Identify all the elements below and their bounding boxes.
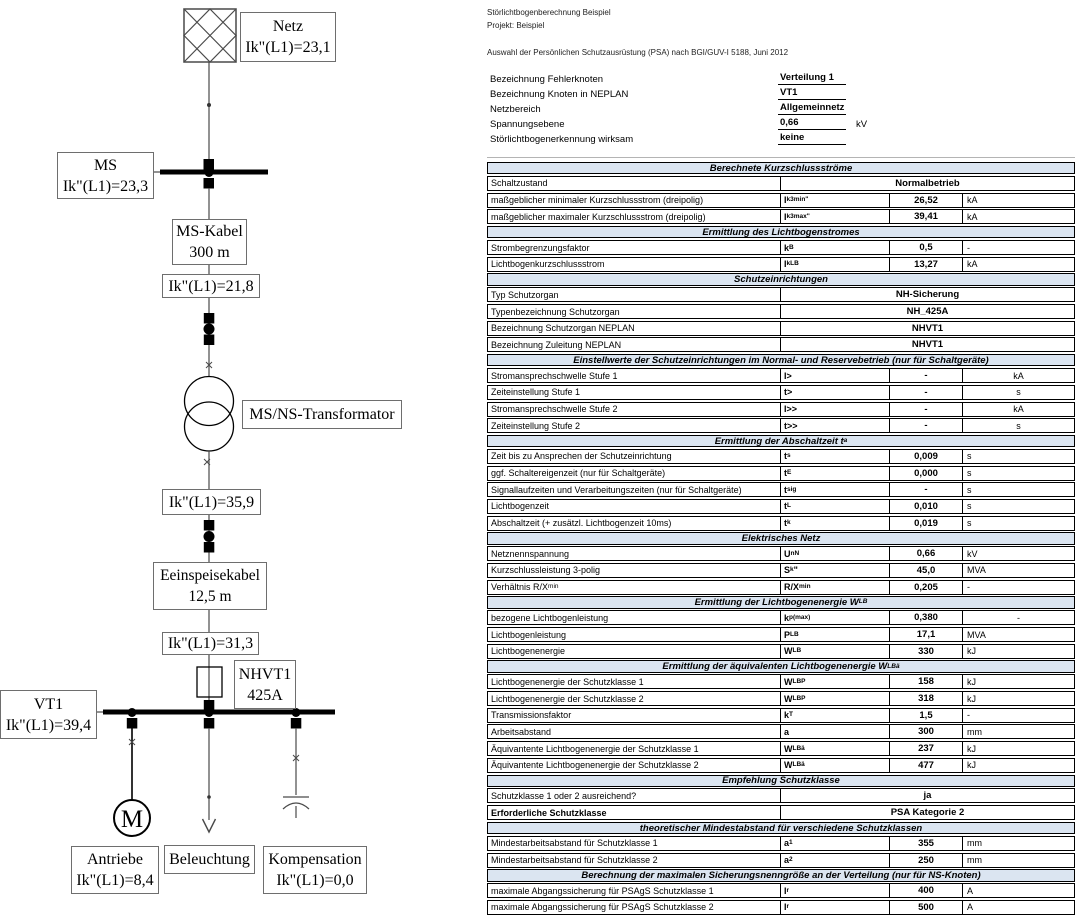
row-symbol: R/X min	[780, 581, 889, 594]
row-unit: kA	[962, 369, 1074, 382]
row-label: bezogene Lichtbogenleistung	[491, 612, 609, 623]
table-section-header: Ermittlung der Abschaltzeit t a	[487, 435, 1075, 447]
table-section-header: theoretischer Mindestabstand für verschiedene Schutzklassen	[487, 822, 1075, 834]
field-value: Verteilung 1	[778, 72, 846, 85]
kompensation-ik: Ik"(L1)=0,0	[276, 872, 354, 889]
row-value: -	[889, 369, 962, 382]
table-row	[487, 304, 1075, 319]
row-label: Bezeichnung Zuleitung NEPLAN	[491, 339, 622, 350]
row-unit: s	[962, 467, 1074, 480]
row-value: 158	[889, 675, 962, 688]
field-value: Allgemeinnetz	[780, 102, 845, 113]
table-row	[487, 788, 1075, 803]
row-value: 237	[889, 742, 962, 755]
table-row	[487, 209, 1075, 224]
row-label: Zeit bis zu Ansprechen der Schutzeinrichtung	[491, 451, 672, 462]
grid-feeder-icon	[184, 9, 236, 62]
row-symbol: a 1	[780, 837, 889, 850]
ms-kabel-name: MS-Kabel	[176, 223, 243, 240]
row-unit: kJ	[962, 692, 1074, 705]
row-label: maximale Abgangssicherung für PSAgS Schutzklasse 1	[491, 885, 714, 896]
row-unit: s	[962, 419, 1074, 432]
table-section-header: Ermittlung des Lichtbogenstromes	[487, 226, 1075, 238]
capacitor-icon	[283, 797, 309, 818]
row-label: Arbeitsabstand	[491, 726, 552, 737]
row-value: 0,5	[889, 241, 962, 254]
table-row	[487, 321, 1075, 336]
row-label: Äquivantente Lichtbogenenergie der Schutzklasse 2	[491, 760, 699, 771]
table-section-header: Schutzeinrichtungen	[487, 273, 1075, 285]
row-value: -	[889, 403, 962, 416]
row-label: Lichtbogenenergie	[491, 646, 566, 657]
row-label: Äquivantente Lichtbogenenergie der Schutzklasse 1	[491, 743, 699, 754]
table-row	[487, 627, 1075, 642]
table-section-header: Ermittlung der äquivalenten Lichtbogenenergie W LBä	[487, 660, 1075, 672]
motor-letter: M	[120, 806, 144, 833]
table-row	[487, 385, 1075, 400]
row-unit: s	[962, 483, 1074, 496]
breaker-icon	[204, 313, 215, 345]
row-unit: s	[962, 500, 1074, 513]
row-unit: -	[962, 241, 1074, 254]
row-label: Lichtbogenenergie der Schutzklasse 2	[491, 693, 644, 704]
field-value: keine	[778, 132, 846, 145]
ik-value: Ik"(L1)=31,3	[167, 635, 254, 652]
row-value: 0,009	[889, 450, 962, 463]
table-row	[487, 724, 1075, 739]
table-row	[487, 193, 1075, 208]
row-label: Strombegrenzungsfaktor	[491, 242, 590, 253]
row-unit: s	[962, 386, 1074, 399]
row-value: 0,380	[889, 611, 962, 624]
row-symbol: a 2	[780, 854, 889, 867]
ms-label-box	[57, 152, 154, 199]
report-note: Auswahl der Persönlichen Schutzausrüstung (PSA) nach BGI/GUV-I 5188, Juni 2012	[487, 48, 789, 57]
table-row	[487, 337, 1075, 352]
divider	[487, 157, 1075, 158]
row-unit: kV	[962, 547, 1074, 560]
vt1-label-box	[0, 690, 97, 739]
row-unit: MVA	[962, 628, 1074, 641]
table-row	[487, 516, 1075, 531]
row-value: 355	[889, 837, 962, 850]
table-section-header: Ermittlung der Lichtbogenenergie W LB	[487, 596, 1075, 608]
report-table	[487, 162, 1075, 917]
table-row	[487, 287, 1075, 302]
row-unit: mm	[962, 725, 1074, 738]
row-unit: kJ	[962, 742, 1074, 755]
row-label: Abschaltzeit (+ zusätzl. Lichtbogenzeit 10ms)	[491, 518, 672, 529]
table-section-header: Elektrisches Netz	[487, 532, 1075, 544]
row-value: 400	[889, 884, 962, 897]
field-row	[490, 100, 1076, 115]
table-row	[487, 674, 1075, 689]
row-symbol: W LBP	[780, 692, 889, 705]
row-unit: kA	[962, 194, 1074, 207]
row-symbol: t>	[780, 386, 889, 399]
row-span-value: Normalbetrieb	[780, 177, 1074, 190]
row-symbol: W LB	[780, 645, 889, 658]
row-value: 300	[889, 725, 962, 738]
field-row	[490, 115, 1076, 130]
row-symbol: t L	[780, 500, 889, 513]
row-label: Lichtbogenenergie der Schutzklasse 1	[491, 676, 644, 687]
breaker-icon	[204, 520, 215, 553]
row-unit: kA	[962, 403, 1074, 416]
row-label: Schutzklasse 1 oder 2 ausreichend?	[491, 790, 637, 801]
fuse-rating: 425A	[247, 686, 283, 704]
table-row	[487, 499, 1075, 514]
ik-trafo-box	[162, 489, 261, 515]
row-symbol: U nN	[780, 547, 889, 560]
row-label: ggf. Schaltereigenzeit (nur für Schaltgeräte)	[491, 468, 666, 479]
table-section-header: Berechnung der maximalen Sicherungsnenngröße an der Verteilung (nur für NS-Knoten)	[487, 869, 1075, 881]
row-symbol: I r	[780, 901, 889, 914]
row-symbol: t s	[780, 450, 889, 463]
row-value: 0,205	[889, 581, 962, 594]
row-value: -	[889, 483, 962, 496]
row-label: Netznennspannung	[491, 548, 570, 559]
row-label: Typenbezeichnung Schutzorgan	[491, 306, 620, 317]
table-row	[487, 900, 1075, 915]
antriebe-label-box	[71, 846, 159, 894]
load-arrow-icon	[203, 819, 216, 832]
einspeisekabel-length: 12,5 m	[188, 588, 232, 605]
ns-busbar	[95, 708, 335, 729]
field-label: Bezeichnung Knoten in NEPLAN	[490, 89, 629, 100]
table-row	[487, 853, 1075, 868]
trafo-label-box	[242, 400, 402, 429]
compensation-feeder	[283, 728, 309, 818]
table-row	[487, 563, 1075, 578]
row-symbol: t k	[780, 517, 889, 530]
table-row	[487, 449, 1075, 464]
row-value: 45,0	[889, 564, 962, 577]
row-value: 318	[889, 692, 962, 705]
row-symbol: I r	[780, 884, 889, 897]
row-unit: kA	[962, 258, 1074, 271]
row-unit: kJ	[962, 645, 1074, 658]
row-label: Transmissionsfaktor	[491, 710, 572, 721]
row-symbol: k T	[780, 709, 889, 722]
node-dot	[207, 103, 211, 107]
row-label: maßgeblicher minimaler Kurzschlussstrom (dreipolig)	[491, 195, 704, 206]
row-symbol: k p(max)	[780, 611, 889, 624]
row-unit: MVA	[962, 564, 1074, 577]
antriebe-ik: Ik"(L1)=8,4	[76, 872, 154, 889]
row-symbol: I k3max"	[780, 210, 889, 223]
row-value: 477	[889, 759, 962, 772]
beleuchtung-label-box	[164, 845, 255, 874]
table-row	[487, 546, 1075, 561]
row-span-value: NH_425A	[780, 305, 1074, 318]
table-row	[487, 741, 1075, 756]
ms-busbar	[152, 159, 268, 189]
row-symbol: I>>	[780, 403, 889, 416]
row-value: 26,52	[889, 194, 962, 207]
table-row	[487, 240, 1075, 255]
table-row	[487, 176, 1075, 191]
ik-ms-kabel-box	[162, 274, 260, 298]
row-label: Bezeichnung Schutzorgan NEPLAN	[491, 323, 635, 334]
ik-einspeise-box	[162, 632, 259, 655]
row-symbol: a	[780, 725, 889, 738]
netz-label-box	[240, 12, 336, 62]
row-value: 0,000	[889, 467, 962, 480]
row-span-value: PSA Kategorie 2	[780, 806, 1074, 819]
row-symbol: t E	[780, 467, 889, 480]
row-unit: kJ	[962, 759, 1074, 772]
table-section-header: Berechnete Kurzschlussströme	[487, 162, 1075, 174]
beleuchtung-name: Beleuchtung	[169, 851, 250, 868]
table-row	[487, 257, 1075, 272]
row-unit: -	[962, 709, 1074, 722]
row-label: Stromansprechschwelle Stufe 2	[491, 404, 618, 414]
trafo-name: MS/NS-Transformator	[249, 406, 395, 423]
table-row	[487, 708, 1075, 723]
row-value: 250	[889, 854, 962, 867]
row-label: Zeiteinstellung Stufe 1	[491, 387, 581, 398]
row-label: Lichtbogenleistung	[491, 629, 567, 640]
report-subtitle: Projekt: Beispiel	[487, 21, 545, 30]
row-symbol: P LB	[780, 628, 889, 641]
row-value: 39,41	[889, 210, 962, 223]
row-label: Lichtbogenkurzschlussstrom	[491, 259, 605, 270]
field-row	[490, 70, 1076, 85]
table-row	[487, 805, 1075, 820]
row-symbol: W LBä	[780, 742, 889, 755]
row-label: Schaltzustand	[491, 178, 548, 189]
table-row	[487, 644, 1075, 659]
table-section-header: Einstellwerte der Schutzeinrichtungen im Normal- und Reservebetrieb (nur für Schaltgeräte)	[487, 354, 1075, 366]
field-row	[490, 85, 1076, 100]
row-unit: -	[962, 581, 1074, 594]
table-row	[487, 836, 1075, 851]
row-unit: s	[962, 517, 1074, 530]
row-unit: mm	[962, 837, 1074, 850]
table-row	[487, 691, 1075, 706]
row-value: 13,27	[889, 258, 962, 271]
row-value: 0,010	[889, 500, 962, 513]
field-label: Störlichtbogenerkennung wirksam	[490, 134, 634, 145]
row-label: maßgeblicher maximaler Kurzschlussstrom (dreipolig)	[491, 211, 706, 222]
row-value: 1,5	[889, 709, 962, 722]
table-row	[487, 418, 1075, 433]
kompensation-name: Kompensation	[268, 851, 362, 868]
ik-value: Ik"(L1)=21,8	[168, 277, 254, 295]
row-label: Kurzschlussleistung 3-polig	[491, 565, 601, 576]
row-span-value: ja	[780, 789, 1074, 802]
row-label: Verhältnis R/X min	[491, 582, 559, 593]
row-unit: s	[962, 450, 1074, 463]
field-unit: kV	[856, 119, 868, 130]
field-label: Netzbereich	[490, 104, 541, 115]
row-unit: mm	[962, 854, 1074, 867]
row-label: Typ Schutzorgan	[491, 289, 559, 300]
row-unit: A	[962, 884, 1074, 897]
row-span-value: NH-Sicherung	[780, 288, 1074, 301]
field-value: 0,66	[778, 117, 846, 130]
row-label: Mindestarbeitsabstand für Schutzklasse 1	[491, 838, 658, 849]
netz-name: Netz	[272, 18, 304, 35]
table-row	[487, 883, 1075, 898]
row-symbol: I kLB	[780, 258, 889, 271]
table-row	[487, 368, 1075, 383]
row-value: 500	[889, 901, 962, 914]
row-value: 17,1	[889, 628, 962, 641]
vt1-name: VT1	[33, 695, 64, 713]
field-row	[490, 130, 1076, 145]
row-unit: A	[962, 901, 1074, 914]
einspeisekabel-name: Eeinspeisekabel	[160, 567, 260, 584]
row-value: 0,019	[889, 517, 962, 530]
report-title: Störlichtbogenberechnung Beispiel	[487, 8, 611, 17]
table-row	[487, 758, 1075, 773]
row-label: Zeiteinstellung Stufe 2	[491, 420, 581, 431]
ms-ik: Ik"(L1)=23,3	[62, 177, 149, 195]
row-label: Mindestarbeitsabstand für Schutzklasse 2	[491, 855, 658, 866]
row-symbol: W LBä	[780, 759, 889, 772]
row-value: 330	[889, 645, 962, 658]
row-symbol: t>>	[780, 419, 889, 432]
row-value: -	[889, 419, 962, 432]
row-symbol: I>	[780, 369, 889, 382]
field-label: Bezeichnung Fehlerknoten	[490, 74, 604, 85]
transformer-icon	[185, 377, 234, 452]
row-symbol: t sig	[780, 483, 889, 496]
ik-value: Ik"(L1)=35,9	[168, 493, 255, 511]
ms-kabel-length: 300 m	[189, 244, 230, 261]
table-row	[487, 580, 1075, 595]
row-value: -	[889, 386, 962, 399]
table-row	[487, 466, 1075, 481]
row-symbol: I k3min"	[780, 194, 889, 207]
vt1-ik: Ik"(L1)=39,4	[5, 716, 92, 734]
row-label: Lichtbogenzeit	[491, 501, 550, 512]
field-value: VT1	[778, 87, 846, 100]
fuse-label-box	[234, 660, 296, 709]
single-line-diagram	[0, 0, 480, 923]
ms-kabel-label-box	[172, 219, 247, 265]
ms-name: MS	[93, 156, 118, 174]
row-span-value: NHVT1	[780, 322, 1074, 335]
report-fields	[490, 70, 1076, 145]
antriebe-name: Antriebe	[87, 851, 143, 868]
row-value: 0,66	[889, 547, 962, 560]
row-label: maximale Abgangssicherung für PSAgS Schutzklasse 2	[491, 902, 714, 913]
table-row	[487, 482, 1075, 497]
table-row	[487, 610, 1075, 625]
lighting-feeder	[203, 728, 216, 832]
row-unit: kA	[962, 210, 1074, 223]
table-section-header: Empfehlung Schutzklasse	[487, 775, 1075, 787]
row-unit: -	[962, 611, 1074, 624]
fuse-name: NHVT1	[238, 665, 292, 683]
kompensation-label-box	[263, 846, 367, 894]
field-label: Spannungsebene	[490, 119, 565, 130]
table-row	[487, 402, 1075, 417]
row-label: Stromansprechschwelle Stufe 1	[491, 370, 618, 381]
row-symbol: S k "	[780, 564, 889, 577]
row-label: Signallaufzeiten und Verarbeitungszeiten (nur für Schaltgeräte)	[491, 484, 742, 495]
row-symbol: W LBP	[780, 675, 889, 688]
netz-ik: Ik"(L1)=23,1	[245, 39, 331, 56]
row-symbol: k B	[780, 241, 889, 254]
row-span-value: NHVT1	[780, 338, 1074, 351]
einspeisekabel-label-box	[153, 562, 267, 610]
row-unit: kJ	[962, 675, 1074, 688]
row-label: Erforderliche Schutzklasse	[491, 807, 607, 818]
